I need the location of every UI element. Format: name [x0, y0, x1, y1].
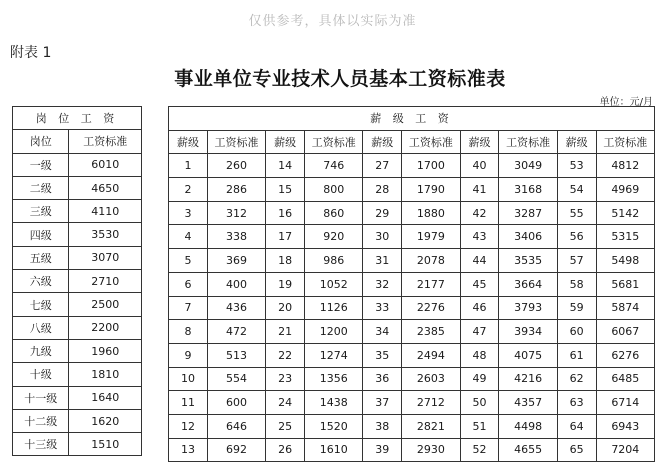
grade-number-cell: 9 [169, 343, 208, 367]
grade-number-cell: 28 [363, 178, 402, 202]
grade-number-cell: 51 [460, 414, 499, 438]
table-row [169, 154, 655, 178]
grade-number-cell: 62 [557, 367, 596, 391]
grade-wage-cell: 692 [207, 438, 265, 462]
post-wage-cell: 4110 [69, 200, 142, 223]
grade-wage-cell: 1200 [305, 320, 363, 344]
grade-number-cell: 60 [557, 320, 596, 344]
grade-wage-cell: 2821 [402, 414, 460, 438]
grade-wage-cell: 800 [305, 178, 363, 202]
grade-number-cell: 14 [266, 154, 305, 178]
post-level-cell: 十三级 [13, 433, 69, 456]
table-row [169, 225, 655, 249]
grade-number-cell: 43 [460, 225, 499, 249]
table-row [169, 391, 655, 415]
grade-number-cell: 49 [460, 367, 499, 391]
table-row [13, 270, 142, 293]
grade-number-cell: 3 [169, 201, 208, 225]
post-wage-cell: 2500 [69, 293, 142, 316]
grade-wage-cell: 1052 [305, 272, 363, 296]
grade-wage-cell: 6276 [596, 343, 654, 367]
column-header-post: 岗位 [13, 130, 69, 153]
grade-number-cell: 39 [363, 438, 402, 462]
grade-wage-cell: 2494 [402, 343, 460, 367]
grade-number-cell: 12 [169, 414, 208, 438]
grade-number-cell: 42 [460, 201, 499, 225]
column-header-grade: 薪级 [169, 130, 208, 154]
grade-wage-cell: 1438 [305, 391, 363, 415]
grade-wage-cell: 3934 [499, 320, 557, 344]
grade-wage-cell: 312 [207, 201, 265, 225]
grade-wage-cell: 1880 [402, 201, 460, 225]
grade-number-cell: 27 [363, 154, 402, 178]
grade-number-cell: 35 [363, 343, 402, 367]
grade-number-cell: 45 [460, 272, 499, 296]
grade-wage-cell: 1790 [402, 178, 460, 202]
grade-number-cell: 56 [557, 225, 596, 249]
grade-wage-cell: 986 [305, 249, 363, 273]
grade-number-cell: 21 [266, 320, 305, 344]
grade-number-cell: 40 [460, 154, 499, 178]
grade-number-cell: 65 [557, 438, 596, 462]
post-wage-cell: 6010 [69, 153, 142, 176]
grade-number-cell: 33 [363, 296, 402, 320]
grade-table-column-row [169, 130, 655, 154]
post-level-cell: 十一级 [13, 386, 69, 409]
post-table-header-row [13, 107, 142, 130]
grade-wage-cell: 1126 [305, 296, 363, 320]
watermark-text: 仅供参考，具体以实际为准 [248, 14, 417, 29]
grade-wage-cell: 338 [207, 225, 265, 249]
column-header-grade: 薪级 [557, 130, 596, 154]
grade-wage-cell: 2930 [402, 438, 460, 462]
post-level-cell: 十二级 [13, 409, 69, 432]
grade-wage-cell: 5142 [596, 201, 654, 225]
grade-number-cell: 22 [266, 343, 305, 367]
post-level-cell: 四级 [13, 223, 69, 246]
grade-number-cell: 54 [557, 178, 596, 202]
grade-number-cell: 18 [266, 249, 305, 273]
grade-number-cell: 10 [169, 367, 208, 391]
grade-number-cell: 19 [266, 272, 305, 296]
table-row [169, 178, 655, 202]
post-level-cell: 二级 [13, 176, 69, 199]
grade-number-cell: 46 [460, 296, 499, 320]
column-header-grade: 薪级 [460, 130, 499, 154]
grade-wage-cell: 3664 [499, 272, 557, 296]
grade-wage-cell: 6714 [596, 391, 654, 415]
grade-wage-cell: 3049 [499, 154, 557, 178]
grade-number-cell: 29 [363, 201, 402, 225]
post-level-cell: 三级 [13, 200, 69, 223]
table-row [169, 438, 655, 462]
grade-number-cell: 11 [169, 391, 208, 415]
post-level-cell: 六级 [13, 270, 69, 293]
grade-wage-table [168, 106, 655, 462]
grade-number-cell: 59 [557, 296, 596, 320]
grade-number-cell: 30 [363, 225, 402, 249]
grade-wage-cell: 4498 [499, 414, 557, 438]
grade-wage-cell: 1520 [305, 414, 363, 438]
grade-wage-cell: 646 [207, 414, 265, 438]
unit-note: 单位：元/月 [599, 97, 653, 108]
grade-table-header: 薪 级 工 资 [169, 107, 655, 131]
post-table-header: 岗 位 工 资 [13, 107, 142, 130]
column-header-standard: 工资标准 [305, 130, 363, 154]
post-wage-cell: 2200 [69, 316, 142, 339]
grade-number-cell: 32 [363, 272, 402, 296]
table-row [169, 367, 655, 391]
grade-wage-cell: 6943 [596, 414, 654, 438]
grade-number-cell: 20 [266, 296, 305, 320]
grade-number-cell: 37 [363, 391, 402, 415]
grade-number-cell: 44 [460, 249, 499, 273]
grade-wage-cell: 7204 [596, 438, 654, 462]
grade-wage-cell: 1979 [402, 225, 460, 249]
grade-wage-cell: 4969 [596, 178, 654, 202]
grade-number-cell: 58 [557, 272, 596, 296]
post-level-cell: 七级 [13, 293, 69, 316]
grade-wage-cell: 5681 [596, 272, 654, 296]
column-header-grade: 薪级 [363, 130, 402, 154]
grade-wage-cell: 3287 [499, 201, 557, 225]
grade-wage-cell: 1610 [305, 438, 363, 462]
grade-wage-cell: 3793 [499, 296, 557, 320]
grade-number-cell: 57 [557, 249, 596, 273]
table-row [169, 343, 655, 367]
column-header-standard: 工资标准 [402, 130, 460, 154]
grade-wage-cell: 3406 [499, 225, 557, 249]
table-row [13, 339, 142, 362]
grade-number-cell: 6 [169, 272, 208, 296]
grade-wage-cell: 746 [305, 154, 363, 178]
table-row [169, 272, 655, 296]
table-row [169, 296, 655, 320]
grade-wage-cell: 5874 [596, 296, 654, 320]
table-row [13, 433, 142, 456]
grade-number-cell: 36 [363, 367, 402, 391]
page-title: 事业单位专业技术人员基本工资标准表 [174, 68, 506, 90]
grade-number-cell: 23 [266, 367, 305, 391]
table-row [13, 363, 142, 386]
table-row [13, 293, 142, 316]
grade-number-cell: 15 [266, 178, 305, 202]
post-wage-cell: 3530 [69, 223, 142, 246]
grade-wage-cell: 6485 [596, 367, 654, 391]
column-header-standard: 工资标准 [69, 130, 142, 153]
grade-number-cell: 48 [460, 343, 499, 367]
grade-number-cell: 25 [266, 414, 305, 438]
grade-wage-cell: 286 [207, 178, 265, 202]
grade-number-cell: 64 [557, 414, 596, 438]
grade-number-cell: 31 [363, 249, 402, 273]
post-level-cell: 五级 [13, 246, 69, 269]
column-header-standard: 工资标准 [207, 130, 265, 154]
table-row [13, 200, 142, 223]
attachment-label: 附表 1 [10, 45, 52, 61]
grade-wage-cell: 400 [207, 272, 265, 296]
table-row [169, 201, 655, 225]
grade-wage-cell: 4216 [499, 367, 557, 391]
grade-number-cell: 16 [266, 201, 305, 225]
table-row [169, 249, 655, 273]
post-wage-cell: 4650 [69, 176, 142, 199]
grade-number-cell: 61 [557, 343, 596, 367]
table-row [169, 320, 655, 344]
grade-number-cell: 63 [557, 391, 596, 415]
post-level-cell: 一级 [13, 153, 69, 176]
grade-number-cell: 17 [266, 225, 305, 249]
grade-wage-cell: 3168 [499, 178, 557, 202]
grade-number-cell: 34 [363, 320, 402, 344]
grade-number-cell: 52 [460, 438, 499, 462]
grade-number-cell: 55 [557, 201, 596, 225]
post-level-cell: 八级 [13, 316, 69, 339]
grade-wage-cell: 5315 [596, 225, 654, 249]
grade-wage-cell: 5498 [596, 249, 654, 273]
grade-number-cell: 7 [169, 296, 208, 320]
post-wage-cell: 2710 [69, 270, 142, 293]
post-wage-cell: 3070 [69, 246, 142, 269]
grade-number-cell: 5 [169, 249, 208, 273]
grade-wage-cell: 2603 [402, 367, 460, 391]
grade-wage-cell: 472 [207, 320, 265, 344]
grade-number-cell: 2 [169, 178, 208, 202]
grade-wage-cell: 436 [207, 296, 265, 320]
grade-number-cell: 50 [460, 391, 499, 415]
table-row [13, 153, 142, 176]
grade-wage-cell: 4357 [499, 391, 557, 415]
column-header-standard: 工资标准 [596, 130, 654, 154]
table-row [13, 386, 142, 409]
grade-wage-cell: 2385 [402, 320, 460, 344]
grade-wage-cell: 2712 [402, 391, 460, 415]
grade-number-cell: 24 [266, 391, 305, 415]
grade-number-cell: 8 [169, 320, 208, 344]
grade-number-cell: 41 [460, 178, 499, 202]
post-level-cell: 十级 [13, 363, 69, 386]
grade-wage-cell: 2276 [402, 296, 460, 320]
grade-wage-cell: 369 [207, 249, 265, 273]
grade-wage-cell: 4075 [499, 343, 557, 367]
column-header-grade: 薪级 [266, 130, 305, 154]
table-row [169, 414, 655, 438]
grade-wage-cell: 1274 [305, 343, 363, 367]
post-wage-cell: 1620 [69, 409, 142, 432]
table-row [13, 316, 142, 339]
grade-number-cell: 53 [557, 154, 596, 178]
post-table-column-row [13, 130, 142, 153]
grade-wage-cell: 4655 [499, 438, 557, 462]
post-wage-cell: 1960 [69, 339, 142, 362]
grade-number-cell: 38 [363, 414, 402, 438]
table-row [13, 409, 142, 432]
grade-number-cell: 26 [266, 438, 305, 462]
grade-wage-cell: 600 [207, 391, 265, 415]
grade-wage-cell: 260 [207, 154, 265, 178]
grade-wage-cell: 1700 [402, 154, 460, 178]
post-wage-cell: 1510 [69, 433, 142, 456]
table-row [13, 246, 142, 269]
table-row [13, 223, 142, 246]
grade-wage-cell: 2078 [402, 249, 460, 273]
grade-table-header-row [169, 107, 655, 131]
post-wage-table [12, 106, 142, 456]
post-wage-cell: 1810 [69, 363, 142, 386]
column-header-standard: 工资标准 [499, 130, 557, 154]
grade-wage-cell: 554 [207, 367, 265, 391]
post-level-cell: 九级 [13, 339, 69, 362]
table-row [13, 176, 142, 199]
grade-wage-cell: 860 [305, 201, 363, 225]
grade-number-cell: 1 [169, 154, 208, 178]
post-wage-cell: 1640 [69, 386, 142, 409]
grade-number-cell: 13 [169, 438, 208, 462]
grade-wage-cell: 513 [207, 343, 265, 367]
grade-wage-cell: 1356 [305, 367, 363, 391]
grade-number-cell: 4 [169, 225, 208, 249]
grade-number-cell: 47 [460, 320, 499, 344]
grade-wage-cell: 6067 [596, 320, 654, 344]
grade-wage-cell: 2177 [402, 272, 460, 296]
grade-wage-cell: 4812 [596, 154, 654, 178]
grade-wage-cell: 920 [305, 225, 363, 249]
grade-wage-cell: 3535 [499, 249, 557, 273]
